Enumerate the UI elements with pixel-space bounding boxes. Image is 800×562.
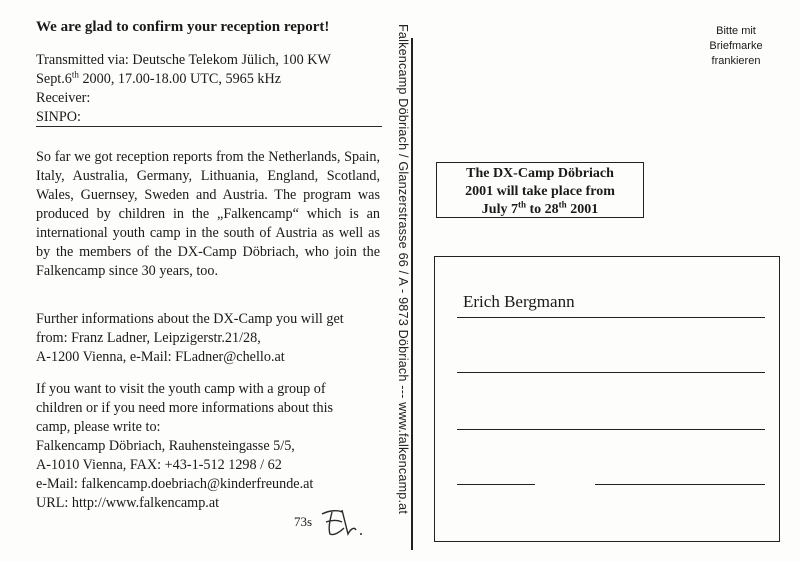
- address-line: [457, 317, 765, 318]
- further-info-paragraph: Further informations about the DX-Camp you will get from: Franz Ladner, Leipzigerstr.21/28, A-1200 Vienna, e-Mail: FLadner@chello.at: [36, 311, 344, 365]
- sinpo-label: SINPO:: [36, 109, 81, 125]
- signature: [294, 504, 364, 540]
- stamp-area: Bitte mit Briefmarke frankieren: [709, 25, 763, 67]
- address-line-short: [457, 484, 535, 485]
- handwritten-signature-icon: [316, 504, 364, 540]
- address-line: [457, 429, 765, 430]
- camp-notice-box: The DX-Camp Döbriach 2001 will take place from July 7th to 28th 2001: [436, 162, 644, 218]
- visit-info-paragraph: If you want to visit the youth camp with a group of children or if you need more informations about this camp, please write to: Falkencamp Döbriach, Rauhensteingasse 5/5, A-1010 Vienna, FAX: +43-1-512 1298 / 62 e-Mail: falkencamp.doebriach@kinderfreunde.at URL: http://www.falkencamp.at: [36, 381, 334, 511]
- receiver-label: Receiver:: [36, 90, 91, 106]
- recipient-name: Erich Bergmann: [463, 292, 575, 311]
- transmitter-line: Transmitted via: Deutsche Telekom Jülich, 100 KW: [36, 52, 331, 68]
- sender-address-vertical: Falkencamp Döbriach / Glanzerstrasse 66 / A - 9873 Döbriach --- www.falkencamp.at: [396, 24, 410, 515]
- center-divider: [411, 38, 413, 550]
- address-line: [595, 484, 765, 485]
- recipient-address-box: [434, 256, 780, 542]
- confirmation-title: We are glad to confirm your reception report!: [36, 19, 330, 35]
- reception-reports-paragraph: So far we got reception reports from the Netherlands, Spain, Italy, Australia, Germany, Lithuania, England, Scotland, Wales, Guernsey, Sweden and Austria. The program was produced by children in the „Falkencamp“ which is an international youth camp in the south of Austria as well as by the members of the DX-Camp Döbriach, who join the Falkencamp since 30 years, too.: [36, 149, 380, 279]
- address-line: [457, 372, 765, 373]
- date-line: Sept.6th 2000, 17.00-18.00 UTC, 5965 kHz: [36, 69, 282, 87]
- greeting-code: 73s: [294, 514, 313, 529]
- reception-details: [36, 14, 381, 127]
- sinpo-rule: [36, 126, 382, 127]
